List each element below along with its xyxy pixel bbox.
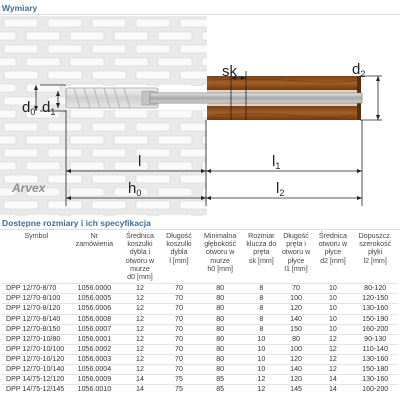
cell-d0: 12 — [118, 284, 161, 294]
brand-logo: Arvex — [12, 181, 46, 195]
cell-symbol: DPP 12/70-10/80 — [2, 334, 71, 344]
cell-d0: 12 — [118, 304, 161, 314]
cell-order-number: 1056.0002 — [71, 344, 119, 354]
cell-d2: 10 — [313, 314, 352, 324]
cell-d2: 10 — [313, 304, 352, 314]
cell-symbol: DPP 14/75-12/120 — [2, 375, 71, 385]
cell-order-number: 1056.0006 — [71, 304, 119, 314]
cell-sk: 8 — [244, 304, 279, 314]
cell-sk: 10 — [244, 344, 279, 354]
table-row — [2, 324, 398, 334]
anchor-sleeve — [66, 88, 158, 108]
cell-h0: 80 — [196, 324, 244, 334]
cell-symbol: DPP 12/70-10/140 — [2, 364, 71, 374]
cell-sk: 10 — [244, 364, 279, 374]
table-row — [2, 314, 398, 324]
cell-l2: 120-150 — [352, 294, 398, 304]
cell-l: 70 — [162, 334, 197, 344]
cell-l: 70 — [162, 284, 197, 294]
cell-h0: 80 — [196, 364, 244, 374]
table-row — [2, 284, 398, 294]
spec-table — [2, 231, 398, 394]
cell-l1: 100 — [279, 344, 314, 354]
cell-l: 70 — [162, 314, 197, 324]
spec-table-header — [2, 231, 398, 284]
cell-l2: 130-160 — [352, 304, 398, 314]
cell-d2: 14 — [313, 375, 352, 385]
table-row — [2, 304, 398, 314]
cell-h0: 85 — [196, 375, 244, 385]
cell-d2: 10 — [313, 294, 352, 304]
cell-l1: 120 — [279, 354, 314, 364]
cell-l2: 130-160 — [352, 354, 398, 364]
cell-l2: 150-180 — [352, 364, 398, 374]
table-row — [2, 354, 398, 364]
cell-d0: 12 — [118, 324, 161, 334]
cell-l: 70 — [162, 344, 197, 354]
cell-d0: 12 — [118, 344, 161, 354]
cell-l1: 80 — [279, 334, 314, 344]
cell-d0: 14 — [118, 375, 161, 385]
cell-symbol: DPP 12/70-8/120 — [2, 304, 71, 314]
section-title-dimensions: Wymiary — [2, 3, 38, 13]
cell-d2: 12 — [313, 344, 352, 354]
cell-d0: 12 — [118, 294, 161, 304]
cell-order-number: 1056.0009 — [71, 375, 119, 385]
cell-h0: 80 — [196, 304, 244, 314]
cell-l2: 150-190 — [352, 314, 398, 324]
cell-sk: 8 — [244, 314, 279, 324]
header-sleeve-diameter: Średnica koszulki dybla i otworu w murze d0 [mm] — [125, 232, 155, 282]
cell-order-number: 1056.0000 — [71, 284, 119, 294]
cell-l2: 110-140 — [352, 344, 398, 354]
label-d0: $d_0$ — [22, 99, 36, 117]
cell-d2: 14 — [313, 385, 352, 395]
cell-order-number: 1056.0008 — [71, 314, 119, 324]
cell-sk: 10 — [244, 334, 279, 344]
anchor-dimension-diagram — [0, 16, 400, 216]
cell-h0: 80 — [196, 314, 244, 324]
cell-h0: 80 — [196, 344, 244, 354]
table-row — [2, 364, 398, 374]
cell-l1: 120 — [279, 375, 314, 385]
cell-l2: 80-120 — [352, 284, 398, 294]
cell-l2: 160-200 — [352, 324, 398, 334]
header-board-width: Dopuszcz. szerokość płyki l2 [mm] — [358, 232, 392, 265]
label-sk: sk — [222, 63, 237, 80]
label-d1: $d_1$ — [42, 99, 56, 117]
cell-h0: 80 — [196, 294, 244, 304]
header-board-hole-diameter: Średnica otworu w płyce d2 [mm] — [318, 232, 348, 265]
section-divider — [0, 14, 400, 15]
cell-l: 70 — [162, 324, 197, 334]
cell-order-number: 1056.0001 — [71, 334, 119, 344]
table-row — [2, 294, 398, 304]
header-order-number: Nr zamówienia — [75, 232, 114, 249]
table-row — [2, 334, 398, 344]
cell-d2: 10 — [313, 284, 352, 294]
cell-symbol: DPP 14/75-12/145 — [2, 385, 71, 395]
label-h0: $h_0$ — [128, 180, 142, 198]
cell-order-number: 1056.0005 — [71, 294, 119, 304]
label-l2: $l_2$ — [276, 180, 285, 198]
section-divider — [0, 229, 400, 230]
cell-d0: 12 — [118, 334, 161, 344]
cell-d0: 12 — [118, 364, 161, 374]
table-row — [2, 385, 398, 395]
cell-l: 75 — [162, 385, 197, 395]
cell-symbol: DPP 12/70-8/140 — [2, 314, 71, 324]
cell-d0: 12 — [118, 354, 161, 364]
header-key-size: Rozmiar klucza do pręta sk [mm] — [246, 232, 277, 265]
cell-order-number: 1056.0007 — [71, 324, 119, 334]
cell-sk: 10 — [244, 354, 279, 364]
cell-sk: 8 — [244, 294, 279, 304]
cell-d2: 12 — [313, 334, 352, 344]
cell-d0: 14 — [118, 385, 161, 395]
cell-h0: 85 — [196, 385, 244, 395]
label-l: l — [138, 153, 142, 170]
header-rod-length: Długość pręta i otworu w płyce l1 [mm] — [281, 232, 311, 273]
table-row — [2, 344, 398, 354]
cell-d2: 12 — [313, 364, 352, 374]
cell-l: 75 — [162, 375, 197, 385]
cell-l1: 120 — [279, 304, 314, 314]
cell-d2: 10 — [313, 324, 352, 334]
label-l1: $l_1$ — [272, 153, 281, 171]
cell-sk: 8 — [244, 324, 279, 334]
label-d2: $d_2$ — [352, 61, 366, 79]
section-title-sizes: Dostępne rozmiary i ich specyfikacja — [2, 218, 151, 228]
table-row — [2, 375, 398, 385]
cell-sk: 12 — [244, 385, 279, 395]
cell-symbol: DPP 12/70-8/100 — [2, 294, 71, 304]
header-symbol: Symbol — [24, 232, 49, 240]
cell-l1: 100 — [279, 294, 314, 304]
cell-l: 70 — [162, 364, 197, 374]
cell-symbol: DPP 12/70-10/100 — [2, 344, 71, 354]
threaded-rod-through-board — [150, 93, 362, 103]
cell-sk: 12 — [244, 375, 279, 385]
cell-order-number: 1056.0004 — [71, 364, 119, 374]
cell-l2: 90-130 — [352, 334, 398, 344]
cell-symbol: DPP 12/70-8/150 — [2, 324, 71, 334]
cell-order-number: 1056.0003 — [71, 354, 119, 364]
cell-l1: 70 — [279, 284, 314, 294]
cell-h0: 80 — [196, 334, 244, 344]
cell-sk: 8 — [244, 284, 279, 294]
cell-d0: 12 — [118, 314, 161, 324]
header-min-hole-depth: Minimalna głębokość otworu w murze h0 [mm] — [204, 232, 237, 273]
spec-table-body — [2, 284, 398, 395]
cell-l1: 140 — [279, 314, 314, 324]
cell-h0: 80 — [196, 354, 244, 364]
cell-l2: 130-160 — [352, 375, 398, 385]
cell-order-number: 1056.0010 — [71, 385, 119, 395]
cell-d2: 12 — [313, 354, 352, 364]
cell-l: 70 — [162, 294, 197, 304]
cell-symbol: DPP 12/70-8/70 — [2, 284, 71, 294]
cell-l1: 140 — [279, 364, 314, 374]
cell-l2: 160-200 — [352, 385, 398, 395]
header-sleeve-length: Długość koszulki dybla l [mm] — [166, 232, 192, 265]
cell-l: 70 — [162, 304, 197, 314]
cell-l1: 145 — [279, 385, 314, 395]
cell-l1: 150 — [279, 324, 314, 334]
cell-l: 70 — [162, 354, 197, 364]
cell-h0: 80 — [196, 284, 244, 294]
cell-symbol: DPP 12/70-10/120 — [2, 354, 71, 364]
